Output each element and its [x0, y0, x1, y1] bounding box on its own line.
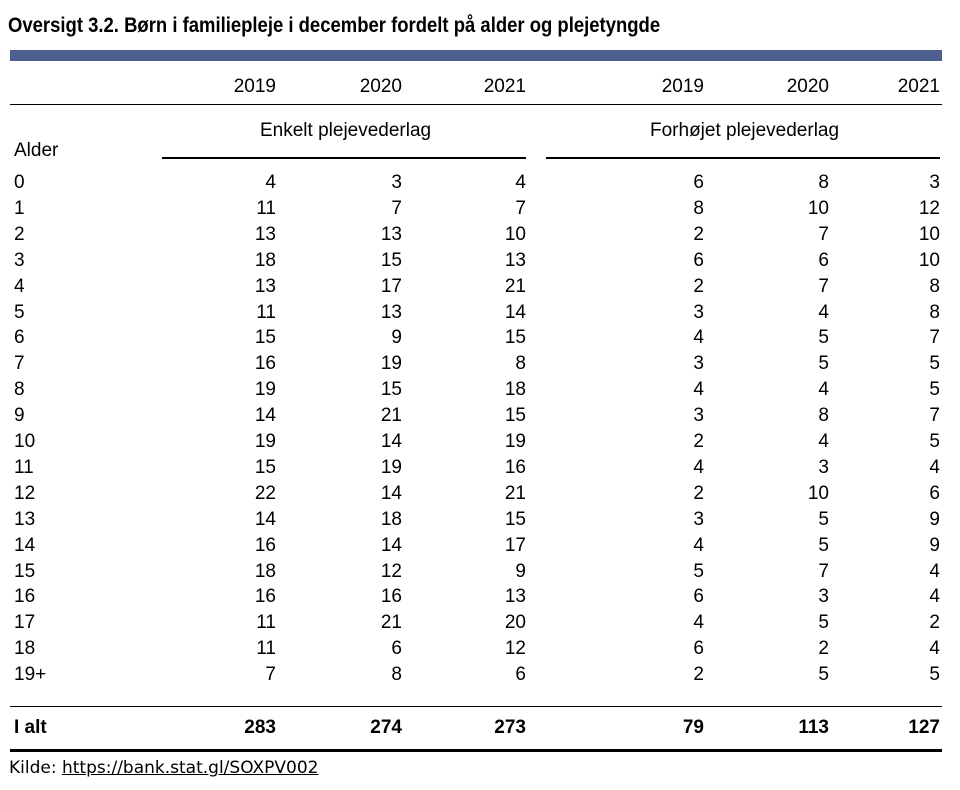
table-row: [0, 664, 960, 690]
table-cell: 4: [693, 379, 704, 401]
age-label: 15: [14, 560, 36, 582]
table-cell: 21: [380, 405, 402, 427]
table-cell: 5: [929, 379, 940, 401]
table-cell: 18: [254, 249, 276, 271]
table-cell: 5: [818, 534, 829, 556]
total-row: [0, 717, 960, 743]
table-cell: 9: [929, 534, 940, 556]
table-cell: 2: [929, 612, 940, 634]
table-cell: 19: [254, 379, 276, 401]
age-label: 16: [14, 586, 36, 608]
table-cell: 3: [693, 405, 704, 427]
age-label: 6: [14, 327, 25, 349]
table-row: [0, 586, 960, 612]
table-cell: 16: [254, 534, 276, 556]
table-cell: 4: [929, 638, 940, 660]
table-cell: 3: [391, 172, 402, 193]
table-cell: 4: [693, 612, 704, 634]
table-cell: 4: [818, 379, 829, 401]
table-row: [0, 250, 960, 276]
table-cell: 11: [256, 301, 276, 323]
table-cell: 2: [693, 431, 704, 452]
table-cell: 7: [929, 327, 940, 349]
table-row: [0, 457, 960, 483]
age-label: 19+: [14, 664, 47, 686]
table-cell: 3: [693, 353, 704, 375]
table-cell: 15: [504, 327, 526, 349]
age-label: 10: [14, 431, 36, 452]
table-cell: 5: [818, 508, 829, 530]
table-cell: 2: [818, 638, 829, 660]
table-cell: 8: [818, 172, 829, 193]
total-cell: 79: [682, 717, 704, 738]
group-header-left: Enkelt plejevederlag: [260, 120, 432, 141]
table-cell: 12: [918, 197, 940, 219]
table-cell: 17: [504, 534, 526, 556]
table-cell: 3: [693, 301, 704, 323]
total-cell: 127: [908, 717, 940, 738]
table-cell: 4: [818, 301, 829, 323]
table-cell: 9: [391, 327, 402, 349]
table-cell: 5: [929, 353, 940, 375]
table-row: [0, 405, 960, 431]
age-label: 2: [14, 223, 25, 245]
table-cell: 5: [929, 431, 940, 452]
year-header: 2019: [661, 76, 704, 97]
table-cell: 8: [515, 353, 526, 375]
table-cell: 14: [380, 534, 402, 556]
year-header: 2020: [786, 76, 829, 97]
bottom-rule: [10, 749, 942, 752]
table-cell: 2: [693, 482, 704, 504]
table-row: [0, 509, 960, 535]
table-cell: 21: [504, 482, 526, 504]
table-cell: 11: [256, 612, 276, 634]
table-cell: 13: [504, 249, 526, 271]
table-cell: 4: [818, 431, 829, 452]
group-underline-left: [162, 157, 526, 159]
table-cell: 13: [380, 223, 402, 245]
table-cell: 7: [818, 560, 829, 582]
total-divider: [10, 706, 942, 707]
table-cell: 16: [254, 586, 276, 608]
age-label: 18: [14, 638, 36, 660]
table-cell: 19: [380, 456, 402, 478]
table-cell: 12: [504, 638, 526, 660]
table-cell: 3: [818, 456, 829, 478]
table-cell: 14: [380, 482, 402, 504]
table-cell: 14: [504, 301, 526, 323]
table-cell: 21: [380, 612, 402, 634]
table-cell: 10: [504, 223, 526, 245]
table-cell: 15: [254, 327, 276, 349]
table-cell: 12: [380, 560, 402, 582]
total-cell: 273: [494, 717, 526, 738]
table-cell: 6: [929, 482, 940, 504]
table-row: [0, 327, 960, 353]
table-cell: 11: [256, 638, 276, 660]
table-cell: 5: [818, 664, 829, 686]
table-cell: 15: [254, 456, 276, 478]
table-cell: 16: [380, 586, 402, 608]
table-cell: 10: [807, 197, 829, 219]
table-cell: 6: [693, 249, 704, 271]
table-row: [0, 638, 960, 664]
table-cell: 8: [693, 197, 704, 219]
source-link[interactable]: https://bank.stat.gl/SOXPV002: [61, 758, 319, 778]
table-cell: 10: [918, 223, 940, 245]
age-label: 3: [14, 249, 25, 271]
table-cell: 2: [693, 275, 704, 297]
table-cell: 22: [254, 482, 276, 504]
total-cell: 113: [798, 717, 829, 738]
table-cell: 5: [693, 560, 704, 582]
table-row: [0, 535, 960, 561]
age-label: 0: [14, 172, 25, 193]
table-cell: 3: [693, 508, 704, 530]
table-cell: 5: [818, 327, 829, 349]
total-cell: 283: [244, 717, 276, 738]
table-cell: 14: [254, 405, 276, 427]
age-label: 9: [14, 405, 25, 427]
table-cell: 7: [818, 223, 829, 245]
age-label: 7: [14, 353, 25, 375]
total-cell: 274: [370, 717, 402, 738]
table-cell: 4: [929, 586, 940, 608]
table-cell: 5: [929, 664, 940, 686]
year-header: 2019: [233, 76, 276, 97]
table-cell: 19: [504, 431, 526, 452]
year-header: 2021: [897, 76, 940, 97]
table-row: [0, 302, 960, 328]
source-note: [9, 758, 318, 778]
table-row: [0, 172, 960, 198]
table-cell: 15: [504, 508, 526, 530]
table-cell: 16: [504, 456, 526, 478]
table-cell: 9: [515, 560, 526, 582]
table-cell: 8: [391, 664, 402, 686]
table-cell: 6: [693, 638, 704, 660]
table-cell: 18: [504, 379, 526, 401]
table-cell: 15: [504, 405, 526, 427]
age-label: 5: [14, 301, 25, 323]
table-cell: 4: [929, 456, 940, 478]
table-cell: 10: [807, 482, 829, 504]
age-label: 13: [14, 508, 36, 530]
table-cell: 6: [693, 172, 704, 193]
table-cell: 14: [254, 508, 276, 530]
table-cell: 4: [693, 456, 704, 478]
age-label: 11: [14, 456, 34, 478]
group-underline-right: [546, 157, 940, 159]
table-row: [0, 276, 960, 302]
table-cell: 5: [818, 353, 829, 375]
row-header-label: Alder: [14, 140, 59, 161]
source-label: Kilde:: [9, 758, 57, 778]
table-title: Oversigt 3.2. Børn i familiepleje i december fordelt på alder og plejetyngde: [8, 14, 661, 37]
table-cell: 11: [256, 197, 276, 219]
table-cell: 4: [265, 172, 276, 193]
table-row: [0, 379, 960, 405]
table-row: [0, 353, 960, 379]
table-cell: 7: [391, 197, 402, 219]
table-row: [0, 483, 960, 509]
table-cell: 14: [380, 431, 402, 452]
year-header: 2020: [359, 76, 402, 97]
table-cell: 19: [380, 353, 402, 375]
table-row: [0, 224, 960, 250]
table-cell: 2: [693, 223, 704, 245]
year-header: 2021: [483, 76, 526, 97]
table-cell: 16: [254, 353, 276, 375]
table-cell: 15: [380, 249, 402, 271]
table-cell: 8: [818, 405, 829, 427]
table-cell: 7: [818, 275, 829, 297]
table-cell: 18: [380, 508, 402, 530]
age-label: 4: [14, 275, 25, 297]
table-cell: 17: [380, 275, 402, 297]
table-row: [0, 198, 960, 224]
table-cell: 7: [515, 197, 526, 219]
table-cell: 7: [929, 405, 940, 427]
table-row: [0, 431, 960, 457]
table-cell: 18: [254, 560, 276, 582]
table-cell: 20: [504, 612, 526, 634]
table-cell: 4: [515, 172, 526, 193]
table-cell: 13: [254, 223, 276, 245]
table-cell: 6: [693, 586, 704, 608]
table-cell: 3: [929, 172, 940, 193]
age-label: 17: [14, 612, 36, 634]
table-cell: 3: [818, 586, 829, 608]
group-header-right: Forhøjet plejevederlag: [650, 120, 840, 141]
table-cell: 13: [504, 586, 526, 608]
table-cell: 6: [818, 249, 829, 271]
table-cell: 9: [929, 508, 940, 530]
header-bar: [10, 50, 942, 61]
table-cell: 7: [265, 664, 276, 686]
table-cell: 4: [693, 534, 704, 556]
table-cell: 13: [254, 275, 276, 297]
table-cell: 2: [693, 664, 704, 686]
table-cell: 15: [380, 379, 402, 401]
table-cell: 19: [254, 431, 276, 452]
table-cell: 21: [504, 275, 526, 297]
table-cell: 8: [929, 275, 940, 297]
header-divider: [10, 104, 942, 105]
table-cell: 13: [380, 301, 402, 323]
total-label: I alt: [14, 717, 47, 738]
table-cell: 6: [515, 664, 526, 686]
table-cell: 5: [818, 612, 829, 634]
table-cell: 8: [929, 301, 940, 323]
table-cell: 4: [929, 560, 940, 582]
table-row: [0, 561, 960, 587]
age-label: 14: [14, 534, 36, 556]
table-row: [0, 612, 960, 638]
table-cell: 6: [391, 638, 402, 660]
age-label: 12: [14, 482, 36, 504]
table-cell: 10: [918, 249, 940, 271]
table-cell: 4: [693, 327, 704, 349]
age-label: 1: [14, 197, 25, 219]
age-label: 8: [14, 379, 25, 401]
